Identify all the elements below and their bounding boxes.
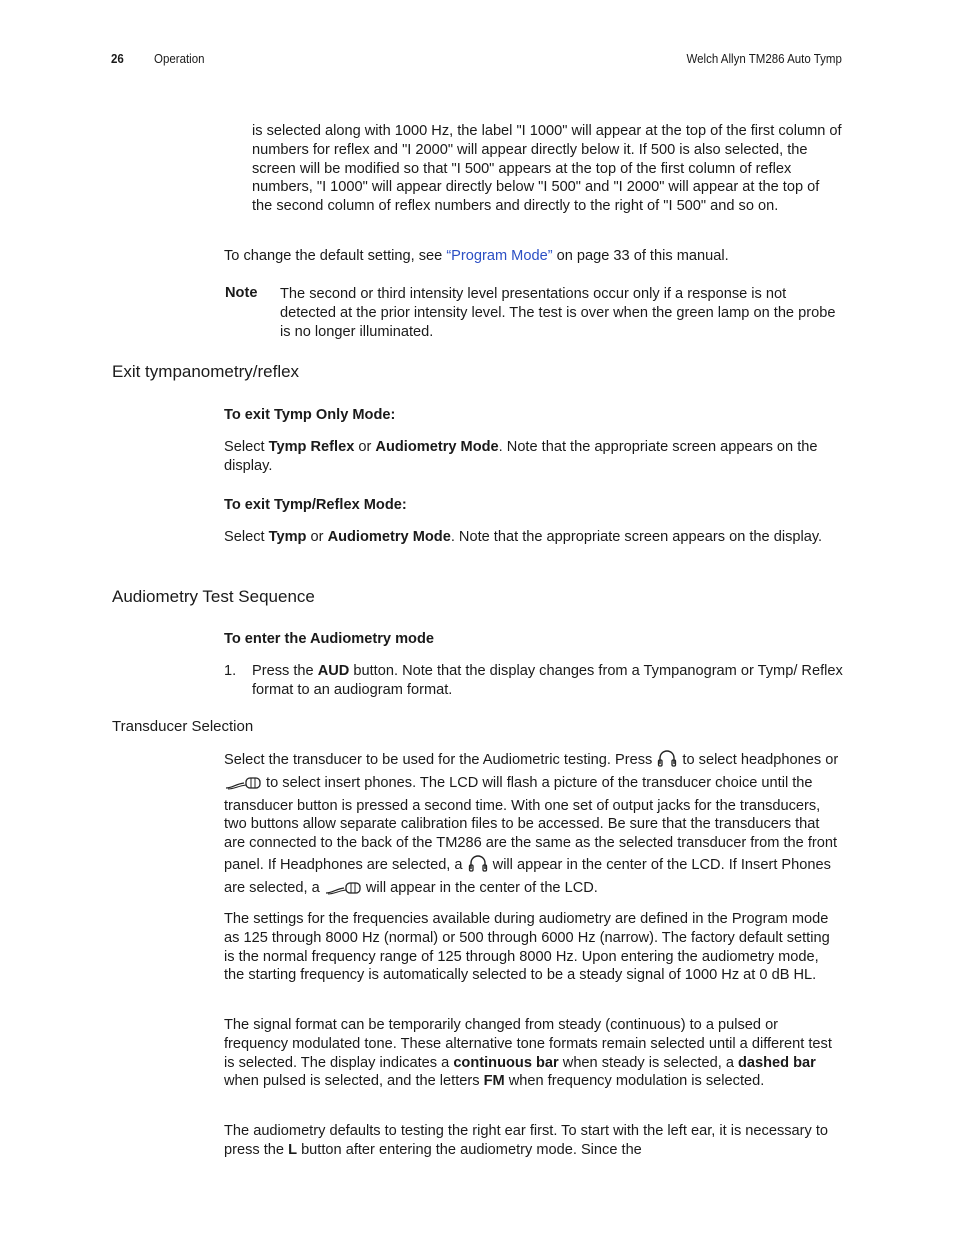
text-run: when steady is selected, a — [558, 1054, 738, 1071]
enter-audiometry-heading: To enter the Audiometry mode — [224, 631, 435, 647]
change-default-prefix: To change the default setting, see — [224, 248, 447, 264]
dashed-bar-term: dashed bar — [738, 1054, 816, 1071]
audiometry-mode-term: Audiometry Mode — [327, 529, 451, 545]
continued-paragraph: is selected along with 1000 Hz, the label "I 1000" will appear at the top of the first column of numbers for reflex and "I 2000" will appear directly below it. If 500 is also selected, the screen will be modified so that "I 500" appears at the top of the first column of reflex numbers, "I 1000" will appear directly below "I 500" and "I 2000" will appear at the top of the second column of reflex numbers and directly to the right of "I 500" and so on. — [252, 123, 842, 215]
text-run: to select insert phones. The LCD will flash a picture of the transducer choice until the transducer button is pressed a second time. With one set of output jacks for the transducers, two buttons allow separate calibration files to be accessed. Be sure that the transducers that are connected to the back of the TM286 are the same as the selected transducer from the front panel. If Headphones are selected, a — [224, 774, 838, 873]
text-run: when pulsed is selected, and the letters — [224, 1073, 484, 1090]
exit-tymp-only-text — [224, 438, 844, 476]
text-run: The signal format can be temporarily changed from steady (continuous) to a pulsed or frequency modulated tone. These alternative tone formats remain selected until a different test is selected. The display indicates a — [224, 1017, 832, 1071]
transducer-heading: Transducer Selection — [112, 718, 254, 735]
transducer-paragraph-2: The settings for the frequencies available during audiometry are defined in the Program mode as 125 through 8000 Hz (normal) or 500 through 6000 Hz (narrow). The factory default setting is the normal frequency range of 125 through 8000 Hz. Upon entering the audiometry mode, the starting frequency is automatically selected to be a steady signal of 1000 Hz at 0 dB HL. — [224, 911, 830, 984]
fm-term: FM — [483, 1073, 505, 1090]
headphones-icon — [656, 748, 678, 774]
audiometry-mode-term: Audiometry Mode — [375, 439, 499, 455]
text-run: button. Note that the display changes from a Tympanogram or Tymp/ Reflex format to an audiogram format. — [252, 663, 843, 698]
text-run: button after entering the audiometry mode. Since the — [297, 1141, 642, 1158]
step-text — [252, 662, 844, 700]
text-run: when frequency modulation is selected. — [504, 1073, 765, 1090]
section-name: Operation — [154, 52, 205, 66]
text-run: The audiometry defaults to testing the right ear first. To start with the left ear, it is necessary to press the — [224, 1123, 829, 1158]
insert-phones-icon — [324, 880, 362, 902]
exit-tymp-only-heading: To exit Tymp Only Mode: — [224, 407, 396, 423]
text-run: to select headphones or — [678, 752, 839, 768]
text-run: will appear in the center of the LCD. If Insert Phones are selected, a — [224, 856, 831, 896]
insert-phones-icon — [224, 775, 262, 797]
continuous-bar-term: continuous bar — [453, 1054, 559, 1071]
text-run: Select the transducer to be used for the Audiometric testing. Press — [224, 752, 657, 768]
text-run: . Note that the appropriate screen appears on the display. — [450, 529, 823, 545]
text-run: Press the — [252, 663, 318, 679]
l-button-term: L — [288, 1141, 298, 1158]
exit-heading: Exit tympanometry/reflex — [112, 362, 300, 381]
transducer-paragraph-1 — [224, 748, 842, 902]
product-name: Welch Allyn TM286 Auto Tymp — [686, 52, 842, 66]
audiometry-heading: Audiometry Test Sequence — [112, 587, 315, 606]
headphones-icon — [467, 853, 489, 879]
change-default-paragraph — [224, 247, 844, 266]
program-mode-link[interactable]: “Program Mode” — [446, 248, 553, 264]
exit-tymp-reflex-heading: To exit Tymp/Reflex Mode: — [224, 497, 407, 513]
transducer-paragraph-4 — [224, 1122, 842, 1160]
exit-tymp-reflex-text — [224, 528, 844, 547]
note-label: Note — [225, 285, 258, 301]
tymp-reflex-term: Tymp Reflex — [268, 439, 355, 455]
text-run: or — [354, 439, 376, 455]
text-run: or — [306, 529, 328, 545]
tymp-term: Tymp — [268, 529, 307, 545]
text-run: Select — [224, 439, 269, 455]
transducer-paragraph-3 — [224, 1016, 842, 1091]
page-number: 26 — [111, 52, 124, 66]
note-text: The second or third intensity level presentations occur only if a response is not detected at the prior intensity level. The test is over when the green lamp on the probe is no longer illuminated. — [280, 286, 836, 340]
step-number: 1. — [224, 663, 237, 679]
text-run: Select — [224, 529, 269, 545]
text-run: . Note that the appropriate screen appears on the display. — [224, 439, 818, 474]
change-default-suffix: on page 33 of this manual. — [552, 248, 729, 264]
aud-term: AUD — [317, 663, 350, 679]
text-run: will appear in the center of the LCD. — [361, 879, 598, 896]
